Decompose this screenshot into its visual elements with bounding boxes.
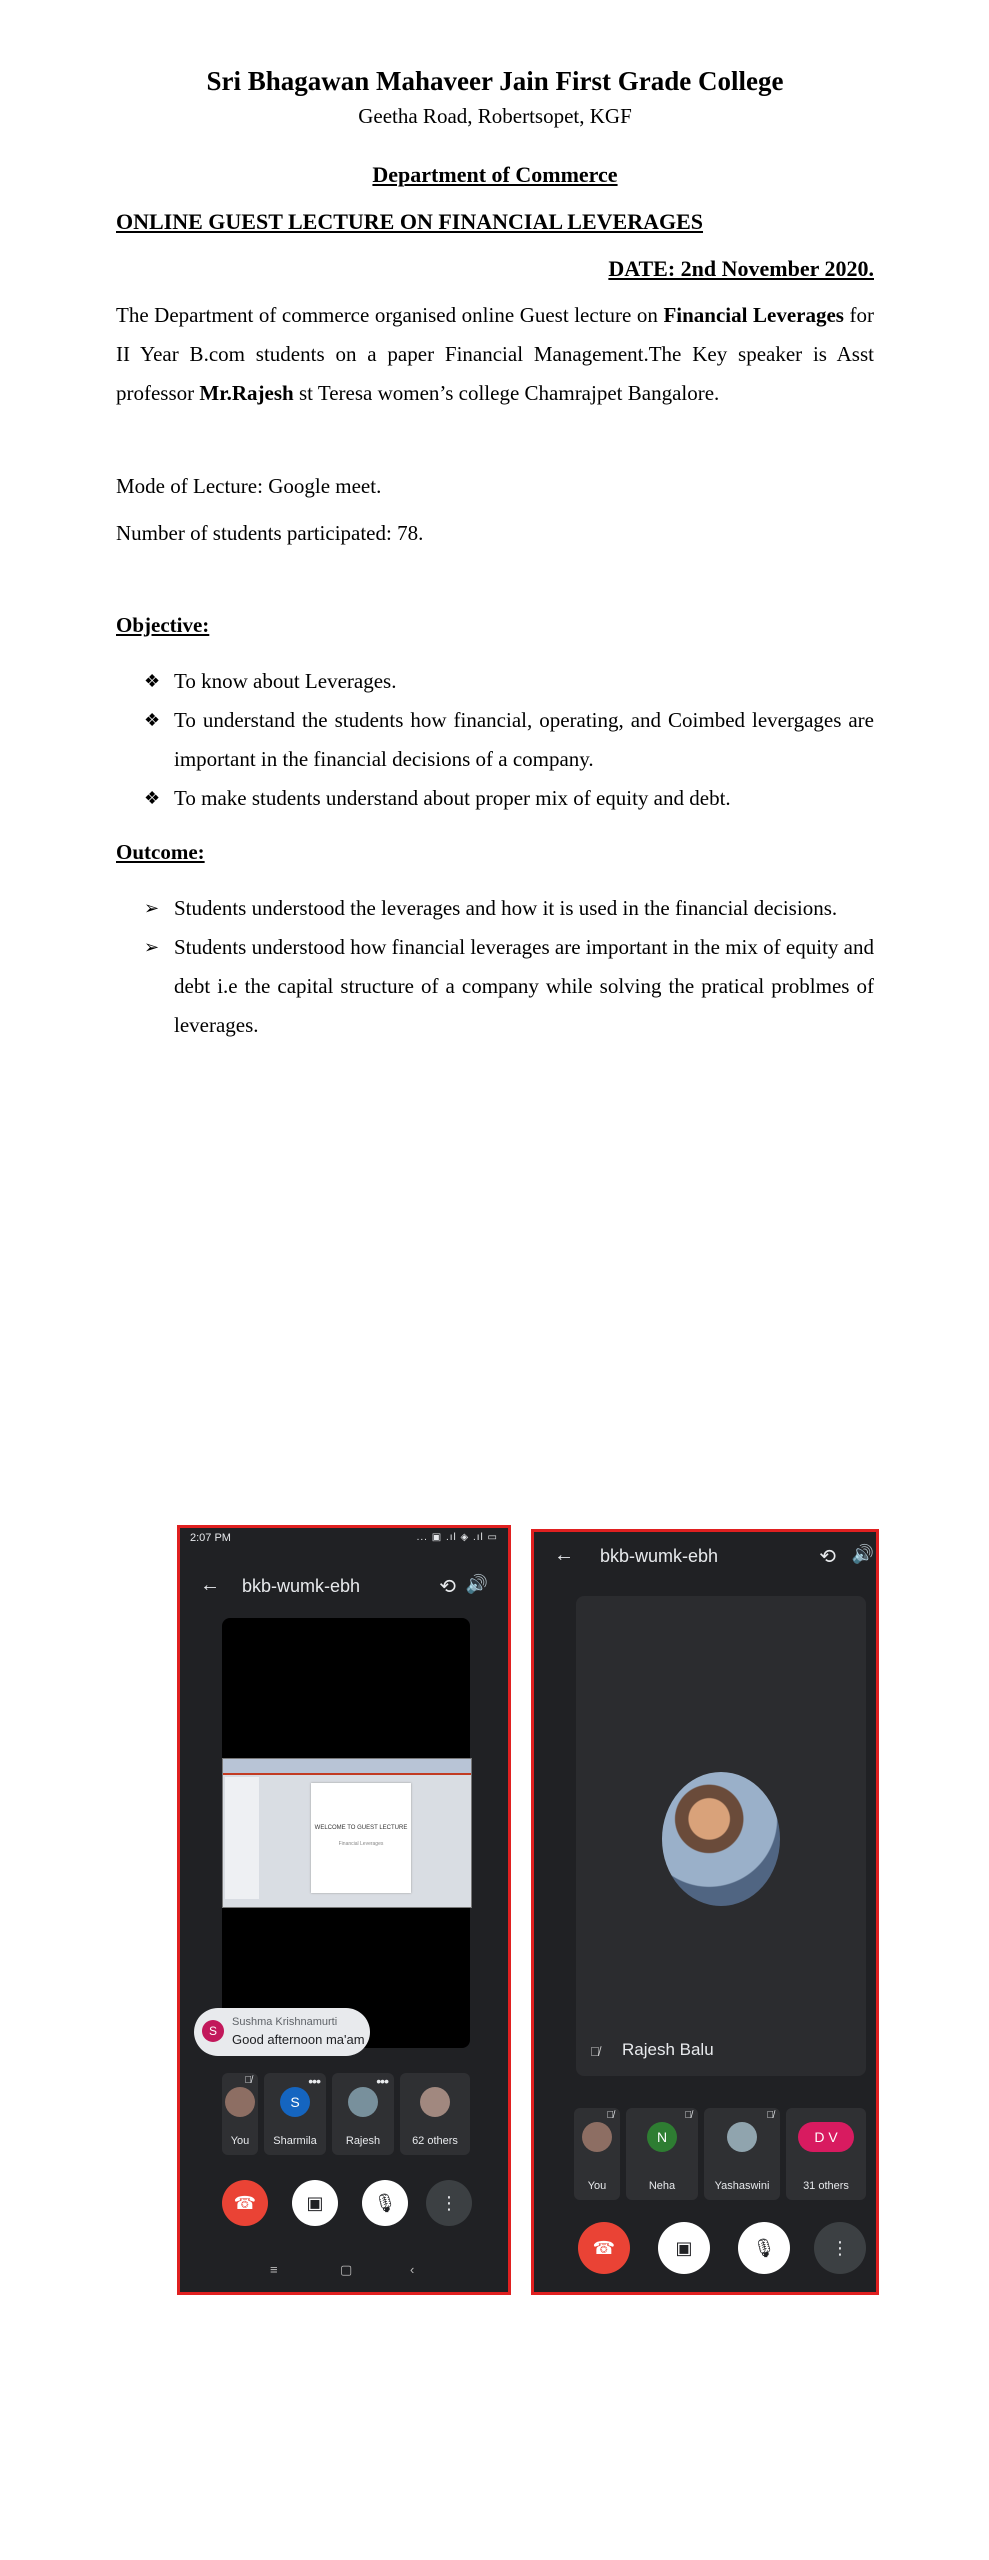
- switch-camera-icon[interactable]: ⟲: [819, 1546, 836, 1568]
- mic-off-icon: 🎙: [752, 2238, 776, 2258]
- avatar: S: [280, 2087, 310, 2117]
- speaker-name: Rajesh Balu: [622, 2040, 714, 2059]
- speaker-icon[interactable]: 🔊: [851, 1544, 874, 1564]
- avatar: N: [647, 2122, 677, 2152]
- meeting-top-bar: [534, 1536, 876, 1576]
- intro-bold-topic: Financial Leverages: [663, 303, 844, 327]
- meeting-code[interactable]: bkb-wumk-ebh: [600, 1546, 719, 1566]
- objective-item-text: To understand the students how financial, operating, and Coimbed levergages are important in the financial decisions of a company.: [174, 708, 874, 771]
- status-time: 2:07 PM: [190, 1532, 231, 1544]
- avatar: [582, 2122, 612, 2152]
- end-call-button[interactable]: [578, 2222, 630, 2274]
- avatar: [225, 2087, 255, 2117]
- slide-subtitle: Financial Leverages: [338, 1841, 384, 1847]
- participant-label: 31 others: [803, 2180, 849, 2192]
- camera-toggle-button[interactable]: [658, 2222, 710, 2274]
- meeting-top-bar: [180, 1566, 508, 1606]
- android-nav-bar: [180, 2262, 508, 2282]
- participant-count: Number of students participated: 78.: [116, 521, 424, 545]
- home-nav-button[interactable]: ▢: [340, 2262, 353, 2277]
- mic-toggle-button[interactable]: [738, 2222, 790, 2274]
- speaker-icon[interactable]: 🔊: [465, 1574, 488, 1594]
- list-item: [144, 779, 874, 818]
- avatar: [420, 2087, 450, 2117]
- more-dots-icon[interactable]: •••: [308, 2073, 320, 2089]
- list-item: [144, 662, 874, 701]
- arrow-bullet-icon: ➢: [144, 937, 160, 957]
- slide-thumbnails: [225, 1777, 259, 1899]
- list-item: [144, 701, 874, 779]
- end-call-button[interactable]: [222, 2180, 268, 2226]
- participant-tile[interactable]: [574, 2108, 620, 2200]
- participant-label: Yashaswini: [714, 2180, 770, 2192]
- slide-title: WELCOME TO GUEST LECTURE: [314, 1825, 408, 1831]
- ppt-ribbon: [223, 1759, 471, 1775]
- participant-label: You: [587, 2180, 607, 2192]
- back-nav-button[interactable]: ‹: [410, 2262, 415, 2277]
- avatar: [727, 2122, 757, 2152]
- switch-camera-icon[interactable]: ⟲: [439, 1576, 456, 1598]
- meeting-code[interactable]: bkb-wumk-ebh: [242, 1576, 361, 1596]
- mic-off-icon: 🎙̸: [244, 2075, 252, 2086]
- intro-paragraph: [116, 296, 874, 413]
- slide-canvas: [311, 1783, 411, 1893]
- intro-text-1: The Department of commerce organised online Guest lecture on: [116, 303, 664, 327]
- list-item: [144, 889, 874, 928]
- participant-tile[interactable]: [400, 2073, 470, 2155]
- vertical-dots-icon: ⋮: [440, 2193, 458, 2213]
- status-bar: [190, 1532, 498, 1550]
- more-options-button[interactable]: [814, 2222, 866, 2274]
- objective-item-text: To make students understand about proper mix of equity and debt.: [174, 786, 731, 810]
- participant-label: You: [230, 2135, 250, 2147]
- camera-toggle-button[interactable]: [292, 2180, 338, 2226]
- mic-off-icon: 🎙̸: [766, 2110, 774, 2121]
- meet-screenshot-2: [531, 1529, 879, 2295]
- vertical-dots-icon: ⋮: [831, 2238, 849, 2258]
- participant-tile[interactable]: [626, 2108, 698, 2200]
- participant-label: Rajesh: [345, 2135, 381, 2147]
- more-dots-icon[interactable]: •••: [376, 2073, 388, 2089]
- camera-off-icon: ▣: [675, 2238, 693, 2258]
- status-icons: ... ▣ .ıl ◈ .ıl ▭: [416, 1532, 498, 1543]
- mic-off-icon: 🎙̸: [590, 2044, 600, 2059]
- diamond-bullet-icon: ❖: [144, 671, 161, 691]
- diamond-bullet-icon: ❖: [144, 710, 161, 730]
- objective-heading: Objective:: [116, 613, 210, 637]
- objective-item-text: To know about Leverages.: [174, 669, 397, 693]
- diamond-bullet-icon: ❖: [144, 788, 161, 808]
- list-item: [144, 928, 874, 1045]
- participant-tile[interactable]: [786, 2108, 866, 2200]
- toast-sender: Sushma Krishnamurti: [232, 2016, 338, 2028]
- avatar: [348, 2087, 378, 2117]
- speaker-tile[interactable]: [576, 1596, 866, 2076]
- toast-message: Good afternoon ma'am: [232, 2032, 365, 2047]
- meet-screenshot-1: [177, 1525, 511, 2295]
- phone-hangup-icon: ☎: [592, 2238, 616, 2258]
- department-heading: Department of Commerce: [372, 162, 618, 187]
- mic-off-icon: 🎙̸: [684, 2110, 692, 2121]
- intro-text-2: for II Year B.com students on a paper Financial Management.The Key speaker is Asst professor: [116, 303, 874, 405]
- college-name: Sri Bhagawan Mahaveer Jain First Grade College: [206, 66, 784, 96]
- toast-avatar: S: [202, 2020, 224, 2042]
- more-options-button[interactable]: [426, 2180, 472, 2226]
- participant-label: Neha: [648, 2180, 676, 2192]
- avatar: D V: [798, 2122, 854, 2152]
- outcome-list: [144, 889, 874, 1045]
- presentation-stage: [222, 1618, 470, 2048]
- back-arrow-icon[interactable]: ←: [200, 1574, 220, 1596]
- menu-nav-button[interactable]: ≡: [270, 2262, 278, 2277]
- mic-off-icon: 🎙̸: [606, 2110, 614, 2121]
- outcome-item-text: Students understood how financial leverages are important in the mix of equity and debt i.e the capital structure of a company while solving the pratical problmes of leverages.: [174, 935, 874, 1037]
- intro-text-3: st Teresa women’s college Chamrajpet Bangalore.: [293, 381, 720, 405]
- participant-label: Sharmila: [273, 2135, 317, 2147]
- back-arrow-icon[interactable]: ←: [554, 1544, 574, 1566]
- participant-tile[interactable]: [704, 2108, 780, 2200]
- lecture-title: ONLINE GUEST LECTURE ON FINANCIAL LEVERAGES: [116, 209, 704, 234]
- mic-toggle-button[interactable]: [362, 2180, 408, 2226]
- participant-tile[interactable]: [264, 2073, 326, 2155]
- chat-toast[interactable]: [194, 2008, 370, 2056]
- participant-tile[interactable]: [222, 2073, 258, 2155]
- camera-off-icon: ▣: [306, 2193, 324, 2213]
- arrow-bullet-icon: ➢: [144, 898, 160, 918]
- outcome-heading: Outcome:: [116, 840, 205, 864]
- phone-hangup-icon: ☎: [233, 2193, 257, 2213]
- outcome-item-text: Students understood the leverages and how it is used in the financial decisions.: [174, 896, 838, 920]
- participant-label: 62 others: [412, 2135, 458, 2147]
- participant-tile[interactable]: [332, 2073, 394, 2155]
- lecture-date: DATE: 2nd November 2020.: [608, 256, 874, 281]
- shared-slide: [222, 1758, 472, 1908]
- objective-list: [144, 662, 874, 818]
- speaker-photo: [662, 1772, 780, 1906]
- college-address: Geetha Road, Robertsopet, KGF: [358, 104, 632, 128]
- mode-of-lecture: Mode of Lecture: Google meet.: [116, 474, 382, 498]
- mic-off-icon: 🎙: [373, 2193, 397, 2213]
- intro-bold-speaker: Mr.Rajesh: [199, 381, 294, 405]
